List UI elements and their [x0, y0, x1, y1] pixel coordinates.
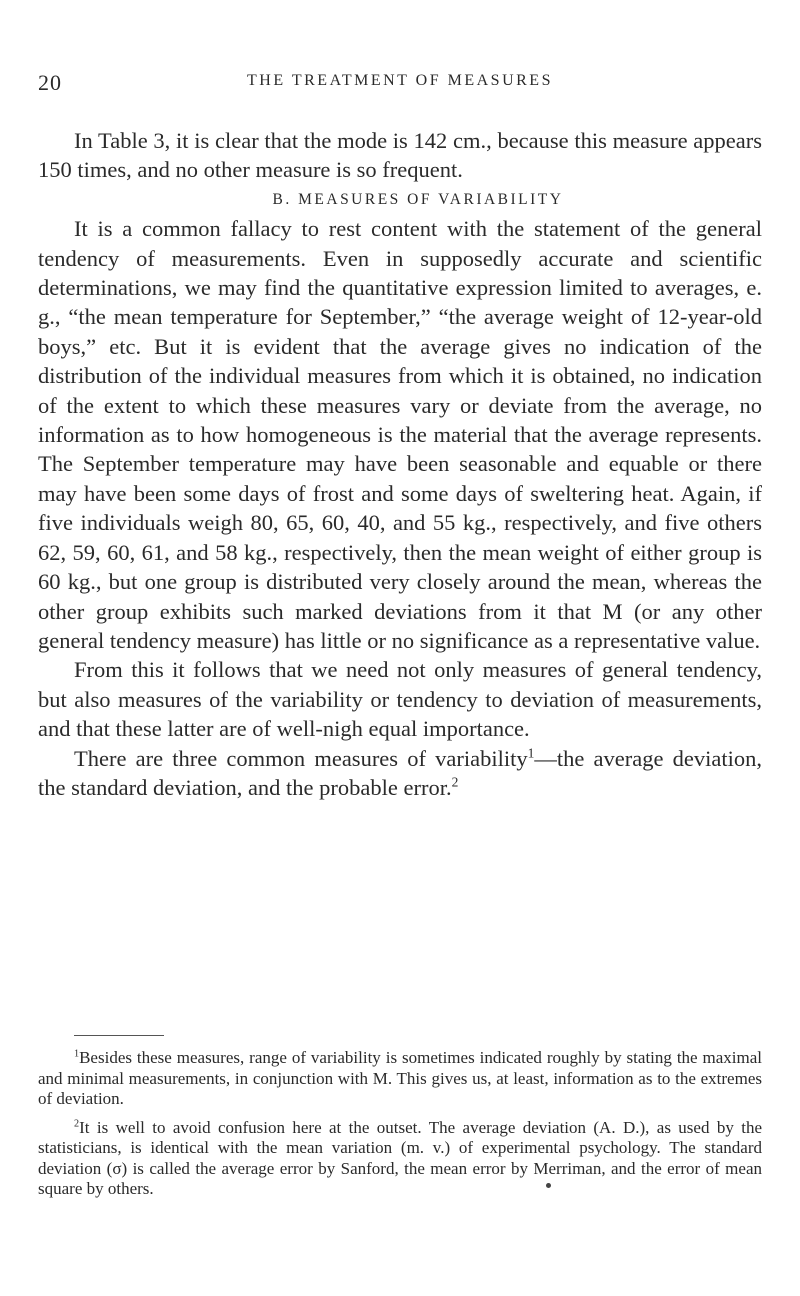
footnote-2-text: It is well to avoid confusion here at the outset. The average deviation (A. D.), as used by the statisticians, is identical with the mean variation (m. v.) of experimental psychology. The standard deviation (σ) is called the average error by Sanford, the mean error by Merriman, and the error of mean square by others.	[38, 1117, 762, 1198]
paragraph-three-measures	[38, 744, 762, 803]
page-number: 20	[38, 70, 62, 95]
page-header	[38, 70, 762, 94]
footnote-1	[38, 1048, 762, 1110]
print-speck	[546, 1183, 551, 1188]
paragraph-variability-need: From this it follows that we need not only measures of general tendency, but also measures of the variability or tendency to deviation of measurements, and that these latter are of well-nigh equal importance.	[38, 657, 762, 742]
footnote-2-mark: 2	[74, 1117, 80, 1129]
body-text	[38, 126, 762, 802]
footnote-2	[38, 1118, 762, 1200]
three-measures-text-b: —the average deviation, the standard deviation, and the probable error.	[38, 745, 763, 800]
footnotes	[38, 1048, 762, 1208]
paragraph-mode-conclusion: In Table 3, it is clear that the mode is 142 cm., because this measure appears 150 times, and no other measure is so frequent.	[38, 128, 762, 183]
running-head: THE TREATMENT OF MEASURES	[247, 72, 553, 89]
footnote-ref-2: 2	[451, 774, 459, 790]
footnote-1-text: Besides these measures, range of variability is sometimes indicated roughly by stating the maximal and minimal measurements, in conjunction with M. This gives us, at least, information as to the extremes of deviation.	[38, 1048, 762, 1108]
footnote-1-mark: 1	[74, 1048, 80, 1060]
footnote-divider	[74, 1035, 164, 1036]
footnote-ref-1: 1	[527, 745, 535, 761]
section-heading: B. MEASURES OF VARIABILITY	[272, 190, 564, 208]
three-measures-text-a: There are three common measures of variability	[74, 745, 528, 771]
paragraph-fallacy: It is a common fallacy to rest content with the statement of the general tendency of measurements. Even in supposedly accurate and scientific determinations, we may find the quantitative expression limited to averages, e. g., “the mean temperature for September,” “the average weight of 12-year-old boys,” etc. But it is evident that the average gives no indication of the distribution of the individual measures from which it is obtained, no indication of the extent to which these measures vary or deviate from the average, no information as to how homogeneous is the material that the average represents. The September temperature may have been seasonable and equable or there may have been some days of frost and some days of sweltering heat. Again, if five individuals weigh 80, 65, 60, 40, and 55 kg., respectively, and five others 62, 59, 60, 61, and 58 kg., respectively, then the mean weight of either group is 60 kg., but one group is distributed very closely around the mean, whereas the other group exhibits such marked deviations from it that M (or any other general tendency measure) has little or no significance as a representative value.	[38, 216, 762, 653]
